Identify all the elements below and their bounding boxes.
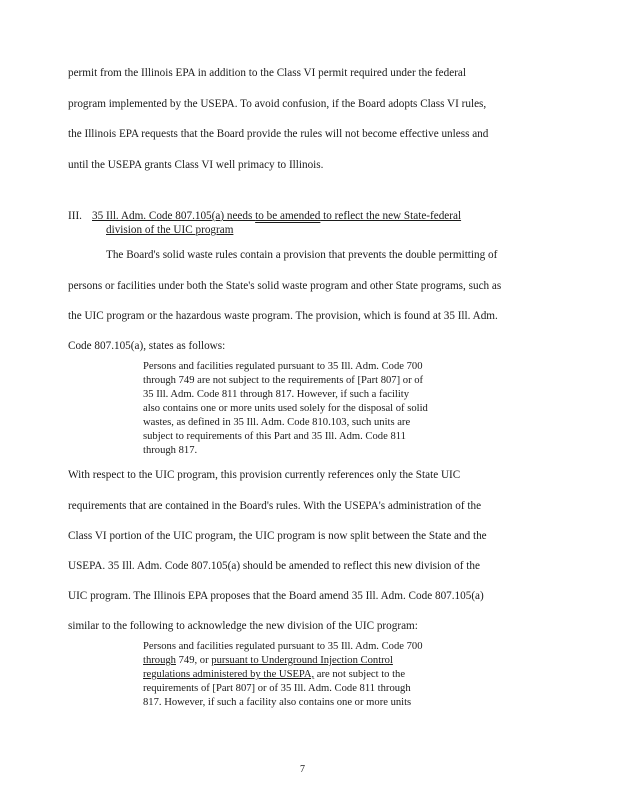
text-line: Class VI portion of the UIC program, the UIC program is now split between the State and the: [68, 530, 487, 542]
page-number: 7: [300, 764, 305, 775]
quote-line: 35 Ill. Adm. Code 811 through 817. However, if such a facility: [143, 389, 410, 400]
quote-underlined-text: through: [143, 655, 176, 666]
heading-line2: division of the UIC program: [106, 224, 234, 236]
text-line: requirements that are contained in the Board's rules. With the USEPA's administration of the: [68, 500, 482, 512]
text-line: USEPA. 35 Ill. Adm. Code 807.105(a) should be amended to reflect this new division of the: [68, 560, 480, 572]
quote-line: wastes, as defined in 35 Ill. Adm. Code 810.103, such units are: [143, 417, 411, 428]
quote-line: through 817.: [143, 445, 198, 456]
quote-text: are not subject to the: [314, 669, 406, 680]
quote-line: also contains one or more units used solely for the disposal of solid: [143, 403, 428, 414]
text-line: The Board's solid waste rules contain a provision that prevents the double permitting of: [106, 249, 498, 261]
quote-underlined-text: regulations administered by the USEPA,: [143, 669, 315, 680]
heading-line1-underlined: to be amended: [255, 210, 321, 222]
text-line: With respect to the UIC program, this provision currently references only the State UIC: [68, 469, 461, 481]
quote-line: [143, 654, 393, 667]
quote-line: through 749 are not subject to the requirements of [Part 807] or of: [143, 375, 424, 386]
quote-line: subject to requirements of this Part and 35 Ill. Adm. Code 811: [143, 431, 406, 442]
text-line: permit from the Illinois EPA in addition to the Class VI permit required under the federal: [68, 67, 467, 79]
text-line: the Illinois EPA requests that the Board provide the rules will not become effective unless and: [68, 128, 489, 140]
text-line: until the USEPA grants Class VI well primacy to Illinois.: [68, 159, 324, 171]
quote-line: 817. However, if such a facility also contains one or more units: [143, 697, 412, 708]
heading-title: [92, 210, 461, 223]
heading-line1-pre: 35 Ill. Adm. Code 807.105(a) needs: [92, 210, 256, 222]
quote-line: [143, 668, 405, 681]
text-line: similar to the following to acknowledge the new division of the UIC program:: [68, 620, 418, 632]
quote-line: Persons and facilities regulated pursuant to 35 Ill. Adm. Code 700: [143, 641, 423, 652]
quote-underlined-text: pursuant to Underground Injection Control: [211, 655, 393, 666]
text-line: program implemented by the USEPA. To avoid confusion, if the Board adopts Class VI rules,: [68, 98, 487, 110]
quote-line: Persons and facilities regulated pursuant to 35 Ill. Adm. Code 700: [143, 361, 423, 372]
quote-text: 749, or: [175, 655, 212, 666]
text-line: Code 807.105(a), states as follows:: [68, 340, 226, 352]
text-line: persons or facilities under both the State's solid waste program and other State programs, such as: [68, 280, 502, 292]
text-line: UIC program. The Illinois EPA proposes that the Board amend 35 Ill. Adm. Code 807.105(a): [68, 590, 484, 602]
section-number: III.: [68, 210, 82, 222]
heading-line1-post: to reflect the new State-federal: [320, 210, 462, 222]
text-line: the UIC program or the hazardous waste program. The provision, which is found at 35 Ill. Adm.: [68, 310, 498, 322]
quote-line: requirements of [Part 807] or of 35 Ill. Adm. Code 811 through: [143, 683, 411, 694]
